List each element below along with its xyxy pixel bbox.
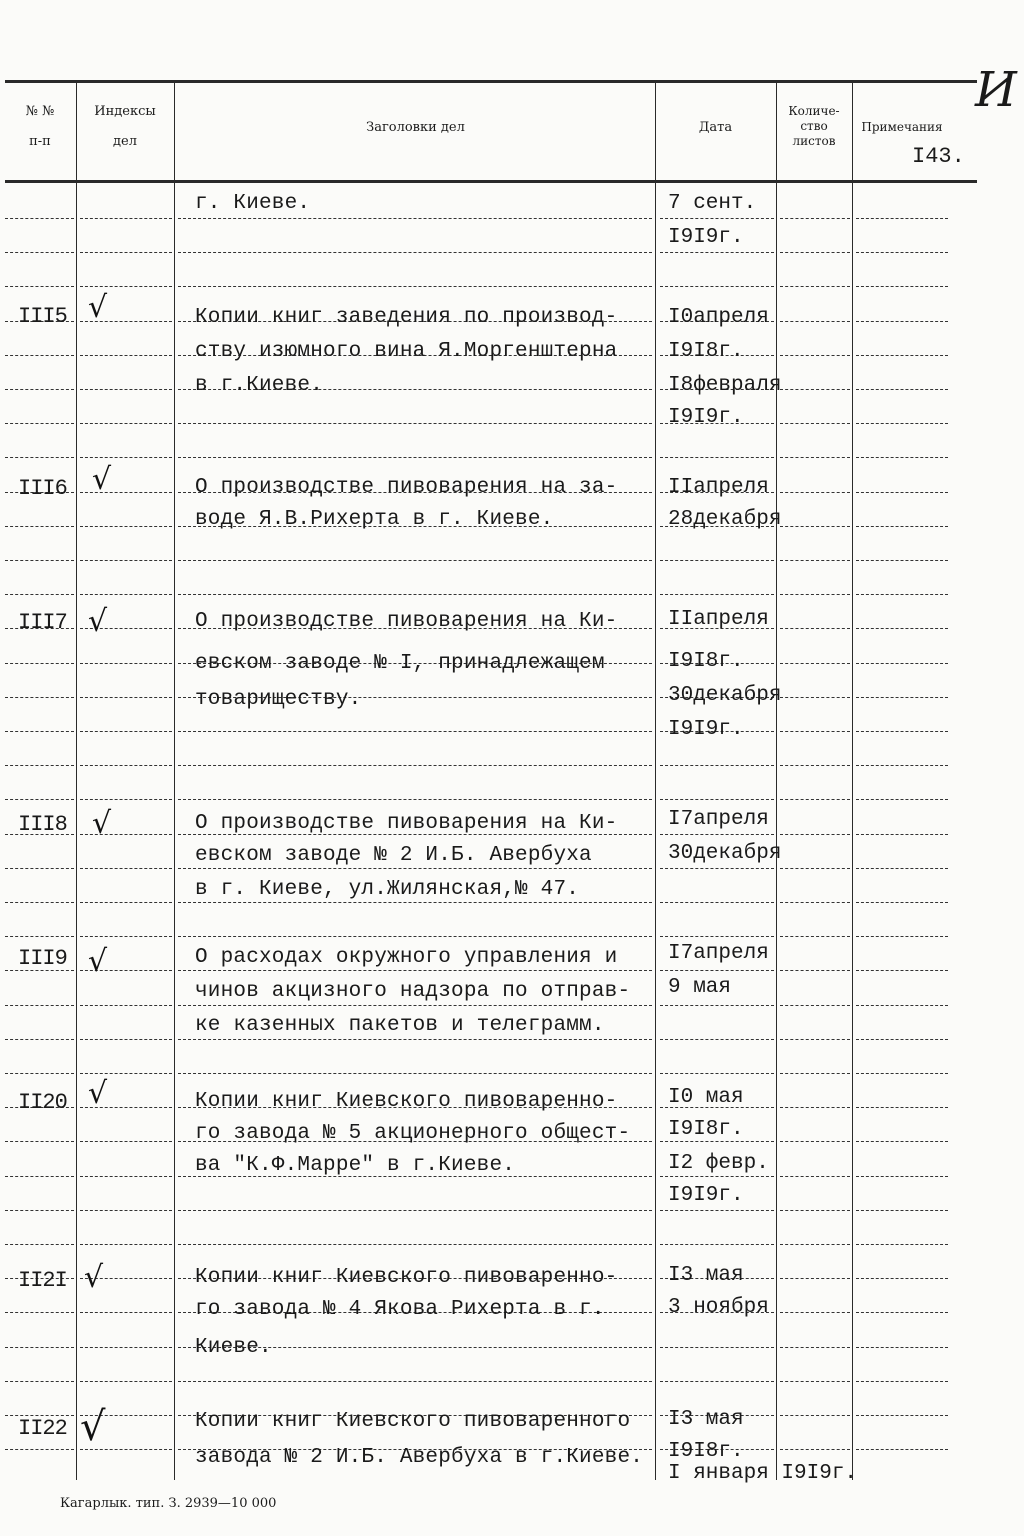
record-title-line: О производстве пивоварения на Ки- xyxy=(195,610,618,633)
ruled-line xyxy=(780,594,850,595)
record-date: I3 мая xyxy=(668,1408,744,1431)
ruled-line xyxy=(660,218,774,219)
ruled-line xyxy=(780,970,850,971)
ruled-line xyxy=(856,1039,948,1040)
ruled-line xyxy=(660,252,774,253)
ruled-line xyxy=(5,936,74,937)
record-date: I9I8г. xyxy=(668,1440,744,1463)
record-title-line: товариществу. xyxy=(195,688,362,711)
ruled-line xyxy=(856,1005,948,1006)
ruled-line xyxy=(856,1278,948,1279)
record-date: 30декабря xyxy=(668,842,782,865)
checkmark-icon: √ xyxy=(88,604,108,639)
record-title-line: ва "К.Ф.Марре" в г.Киеве. xyxy=(195,1154,516,1177)
ruled-line xyxy=(178,1210,652,1211)
record-title-line: О производстве пивоварения на Ки- xyxy=(195,812,618,835)
record-title-line: Киеве. xyxy=(195,1336,272,1359)
ruled-line xyxy=(660,1005,774,1006)
ruled-line xyxy=(780,1278,850,1279)
record-title-line: завода № 2 И.Б. Авербуха в г.Киеве. xyxy=(195,1446,644,1469)
record-date: I9I9г. xyxy=(668,1184,744,1207)
ruled-line xyxy=(80,526,172,527)
ruled-line xyxy=(660,1210,774,1211)
checkmark-icon: √ xyxy=(92,806,112,841)
ruled-line xyxy=(780,252,850,253)
header-index: Индексы дел xyxy=(94,104,156,150)
ruled-line xyxy=(5,218,74,219)
ruled-line xyxy=(5,1347,74,1348)
checkmark-icon: √ xyxy=(80,1404,106,1450)
ruled-line xyxy=(856,970,948,971)
ruled-line xyxy=(5,799,74,800)
record-title-line: го завода № 4 Якова Рихерта в г. xyxy=(195,1298,605,1321)
ruled-line xyxy=(5,731,74,732)
col-divider-5 xyxy=(852,82,853,1480)
ruled-line xyxy=(5,355,74,356)
ruled-line xyxy=(856,1073,948,1074)
ruled-line xyxy=(780,218,850,219)
ruled-line xyxy=(660,560,774,561)
checkmark-icon: √ xyxy=(92,462,112,497)
record-date: I января I9I9г. xyxy=(668,1462,858,1485)
ruled-line xyxy=(5,868,74,869)
ruled-line xyxy=(5,1176,74,1177)
ruled-line xyxy=(780,286,850,287)
ruled-line xyxy=(80,252,172,253)
record-title-line: Копии книг заведения по производ- xyxy=(195,306,618,329)
ruled-line xyxy=(780,423,850,424)
ruled-line xyxy=(856,423,948,424)
ruled-line xyxy=(80,1381,172,1382)
ruled-line xyxy=(178,1381,652,1382)
ruled-line xyxy=(80,1210,172,1211)
record-number: II22 xyxy=(18,1416,67,1441)
ruled-line xyxy=(780,457,850,458)
ruled-line xyxy=(856,1449,948,1450)
ruled-line xyxy=(780,731,850,732)
ruled-line xyxy=(856,252,948,253)
ruled-line xyxy=(856,1415,948,1416)
ruled-line xyxy=(80,936,172,937)
ruled-line xyxy=(660,1073,774,1074)
record-date: I9I8г. xyxy=(668,650,744,673)
record-date: I7апреля xyxy=(668,808,769,831)
ruled-line xyxy=(5,1073,74,1074)
ruled-line xyxy=(178,868,652,869)
ruled-line xyxy=(856,1347,948,1348)
ruled-line xyxy=(856,1176,948,1177)
ruled-line xyxy=(80,423,172,424)
ruled-line xyxy=(80,1244,172,1245)
ruled-line xyxy=(5,423,74,424)
page-number: I43. xyxy=(912,144,965,169)
record-title-line: Копии книг Киевского пивоваренного xyxy=(195,1410,631,1433)
ruled-line xyxy=(856,526,948,527)
ruled-line xyxy=(5,286,74,287)
ruled-line xyxy=(780,628,850,629)
ruled-line xyxy=(780,1449,850,1450)
ruled-line xyxy=(856,594,948,595)
ruled-line xyxy=(660,1176,774,1177)
ruled-line xyxy=(660,902,774,903)
ruled-line xyxy=(780,1107,850,1108)
header-notes: Примечания xyxy=(861,120,943,134)
record-title-line: ке казенных пакетов и телеграмм. xyxy=(195,1014,605,1037)
ruled-line xyxy=(660,1244,774,1245)
ruled-line xyxy=(780,1347,850,1348)
ruled-line xyxy=(856,628,948,629)
record-title-line: евском заводе № 2 И.Б. Авербуха xyxy=(195,844,592,867)
ruled-line xyxy=(780,321,850,322)
record-title-line: О расходах окружного управления и xyxy=(195,946,618,969)
ruled-line xyxy=(660,799,774,800)
ruled-line xyxy=(780,765,850,766)
ruled-line xyxy=(660,1347,774,1348)
continuation-title: г. Киеве. xyxy=(195,192,311,215)
ruled-line xyxy=(780,902,850,903)
ruled-line xyxy=(80,902,172,903)
ruled-line xyxy=(780,834,850,835)
ruled-line xyxy=(780,1005,850,1006)
ruled-line xyxy=(856,457,948,458)
ruled-line xyxy=(780,355,850,356)
ruled-line xyxy=(856,321,948,322)
ruled-line xyxy=(660,457,774,458)
ruled-line xyxy=(5,457,74,458)
record-number: III8 xyxy=(18,812,67,837)
header-bottom-border xyxy=(5,180,977,183)
header-date: Дата xyxy=(698,120,733,135)
ruled-line xyxy=(80,697,172,698)
record-title-line: в г. Киеве, ул.Жилянская,№ 47. xyxy=(195,878,580,901)
ruled-line xyxy=(780,1415,850,1416)
ruled-line xyxy=(660,936,774,937)
ruled-line xyxy=(780,1073,850,1074)
ruled-line xyxy=(80,799,172,800)
ruled-line xyxy=(5,1005,74,1006)
record-title-line: евском заводе № I, принадлежащем xyxy=(195,652,605,675)
record-date: 9 мая xyxy=(668,976,732,999)
ruled-line xyxy=(780,1176,850,1177)
ruled-line xyxy=(178,594,652,595)
ruled-line xyxy=(178,423,652,424)
ruled-line xyxy=(178,252,652,253)
header-title: Заголовки дел xyxy=(366,120,465,135)
ruled-line xyxy=(856,799,948,800)
ruled-line xyxy=(660,594,774,595)
record-date: I2 февр. xyxy=(668,1152,769,1175)
ruled-line xyxy=(178,457,652,458)
record-date: 28декабря xyxy=(668,508,782,531)
record-date: IIапреля xyxy=(668,608,769,631)
record-title-line: воде Я.В.Рихерта в г. Киеве. xyxy=(195,508,554,531)
ruled-line xyxy=(856,1381,948,1382)
continuation-date-1: 7 сент. xyxy=(668,192,757,215)
col-divider-2 xyxy=(174,82,175,1480)
ruled-line xyxy=(80,1141,172,1142)
ruled-line xyxy=(80,1176,172,1177)
col-divider-3 xyxy=(655,82,656,1480)
ruled-line xyxy=(856,936,948,937)
ruled-line xyxy=(80,389,172,390)
record-date: I9I8г. xyxy=(668,1118,744,1141)
record-title-line: ству изюмного вина Я.Моргенштерна xyxy=(195,340,618,363)
ruled-line xyxy=(856,697,948,698)
ruled-line xyxy=(5,663,74,664)
ruled-line xyxy=(178,560,652,561)
ruled-line xyxy=(856,286,948,287)
record-title-line: Копии книг Киевского пивоваренно- xyxy=(195,1090,618,1113)
ruled-line xyxy=(780,492,850,493)
ruled-line xyxy=(5,594,74,595)
ruled-line xyxy=(660,1141,774,1142)
ruled-line xyxy=(5,526,74,527)
record-number: III7 xyxy=(18,610,67,635)
ruled-line xyxy=(80,457,172,458)
ruled-line xyxy=(80,1039,172,1040)
ruled-line xyxy=(780,697,850,698)
ruled-line xyxy=(780,868,850,869)
ruled-line xyxy=(178,1039,652,1040)
ruled-line xyxy=(856,731,948,732)
ruled-line xyxy=(780,1141,850,1142)
col-divider-4 xyxy=(776,82,777,1480)
ruled-line xyxy=(5,389,74,390)
ruled-line xyxy=(5,252,74,253)
printer-imprint: Кагарлык. тип. З. 2939—10 000 xyxy=(60,1496,277,1511)
ruled-line xyxy=(80,1073,172,1074)
record-title-line: го завода № 5 акционерного общест- xyxy=(195,1122,631,1145)
ruled-line xyxy=(80,286,172,287)
ruled-line xyxy=(80,1312,172,1313)
ruled-line xyxy=(80,1347,172,1348)
ruled-line xyxy=(5,1244,74,1245)
ruled-line xyxy=(780,389,850,390)
ruled-line xyxy=(5,1449,74,1450)
ruled-line xyxy=(780,936,850,937)
header-num: № № п-п xyxy=(25,104,55,150)
record-date: I9I9г. xyxy=(668,718,744,741)
ruled-line xyxy=(780,1312,850,1313)
record-date: 30декабря xyxy=(668,684,782,707)
record-date: I3 мая xyxy=(668,1264,744,1287)
ruled-line xyxy=(856,1210,948,1211)
ruled-line xyxy=(80,594,172,595)
ruled-line xyxy=(178,765,652,766)
ruled-line xyxy=(780,560,850,561)
ruled-line xyxy=(856,389,948,390)
ruled-line xyxy=(856,355,948,356)
checkmark-icon: √ xyxy=(84,1260,104,1295)
ruled-line xyxy=(856,560,948,561)
ruled-line xyxy=(780,663,850,664)
ruled-line xyxy=(80,765,172,766)
ruled-line xyxy=(856,492,948,493)
ruled-line xyxy=(178,286,652,287)
ruled-line xyxy=(856,1107,948,1108)
ruled-line xyxy=(780,1244,850,1245)
record-date: 3 ноября xyxy=(668,1296,769,1319)
record-number: II20 xyxy=(18,1090,67,1115)
ruled-line xyxy=(856,834,948,835)
ruled-line xyxy=(178,1244,652,1245)
ruled-line xyxy=(5,697,74,698)
ruled-line xyxy=(780,1381,850,1382)
record-number: II2I xyxy=(18,1268,67,1293)
checkmark-icon: √ xyxy=(88,290,108,325)
table-top-border xyxy=(5,80,977,83)
ruled-line xyxy=(660,868,774,869)
record-date: I9I8г. xyxy=(668,340,744,363)
ruled-line xyxy=(856,765,948,766)
ruled-line xyxy=(5,765,74,766)
ruled-line xyxy=(660,1039,774,1040)
record-title-line: чинов акцизного надзора по отправ- xyxy=(195,980,631,1003)
record-title-line: в г.Киеве. xyxy=(195,374,324,397)
ruled-line xyxy=(5,560,74,561)
ruled-line xyxy=(856,868,948,869)
ruled-line xyxy=(178,902,652,903)
ruled-line xyxy=(178,970,652,971)
ruled-line xyxy=(5,1039,74,1040)
ruled-line xyxy=(80,355,172,356)
record-number: III9 xyxy=(18,946,67,971)
ruled-line xyxy=(5,902,74,903)
ruled-line xyxy=(80,731,172,732)
ruled-line xyxy=(856,218,948,219)
record-title-line: О производстве пивоварения на за- xyxy=(195,476,618,499)
checkmark-icon: √ xyxy=(88,944,108,979)
ruled-line xyxy=(660,970,774,971)
ruled-line xyxy=(178,218,652,219)
record-date: I0 мая xyxy=(668,1086,744,1109)
ruled-line xyxy=(5,1312,74,1313)
ruled-line xyxy=(178,1005,652,1006)
record-number: III6 xyxy=(18,476,67,501)
ruled-line xyxy=(780,1210,850,1211)
ruled-line xyxy=(660,286,774,287)
ruled-line xyxy=(856,1141,948,1142)
ruled-line xyxy=(5,1381,74,1382)
record-date: I9I9г. xyxy=(668,406,744,429)
checkmark-icon: √ xyxy=(88,1076,108,1111)
ruled-line xyxy=(178,799,652,800)
record-date: IIапреля xyxy=(668,476,769,499)
ruled-line xyxy=(780,526,850,527)
ruled-line xyxy=(856,1312,948,1313)
ruled-line xyxy=(5,1141,74,1142)
ruled-line xyxy=(780,799,850,800)
ruled-line xyxy=(178,936,652,937)
col-divider-1 xyxy=(76,82,77,1480)
ruled-line xyxy=(80,868,172,869)
record-date: I8февраля xyxy=(668,374,782,397)
ruled-line xyxy=(5,1210,74,1211)
ruled-line xyxy=(660,834,774,835)
continuation-date-2: I9I9г. xyxy=(668,226,744,249)
record-title-line: Копии книг Киевского пивоваренно- xyxy=(195,1266,618,1289)
ruled-line xyxy=(80,1005,172,1006)
ruled-line xyxy=(660,765,774,766)
header-count: Количе- ство листов xyxy=(788,104,840,148)
ruled-line xyxy=(178,1073,652,1074)
ruled-line xyxy=(780,1039,850,1040)
ruled-line xyxy=(856,1244,948,1245)
record-date: I7апреля xyxy=(668,942,769,965)
handwritten-mark: И xyxy=(975,62,1017,118)
ruled-line xyxy=(856,663,948,664)
ruled-line xyxy=(80,560,172,561)
record-number: III5 xyxy=(18,304,67,329)
ruled-line xyxy=(80,663,172,664)
ruled-line xyxy=(178,731,652,732)
ruled-line xyxy=(80,218,172,219)
record-date: I0апреля xyxy=(668,306,769,329)
ruled-line xyxy=(856,902,948,903)
ruled-line xyxy=(660,1381,774,1382)
